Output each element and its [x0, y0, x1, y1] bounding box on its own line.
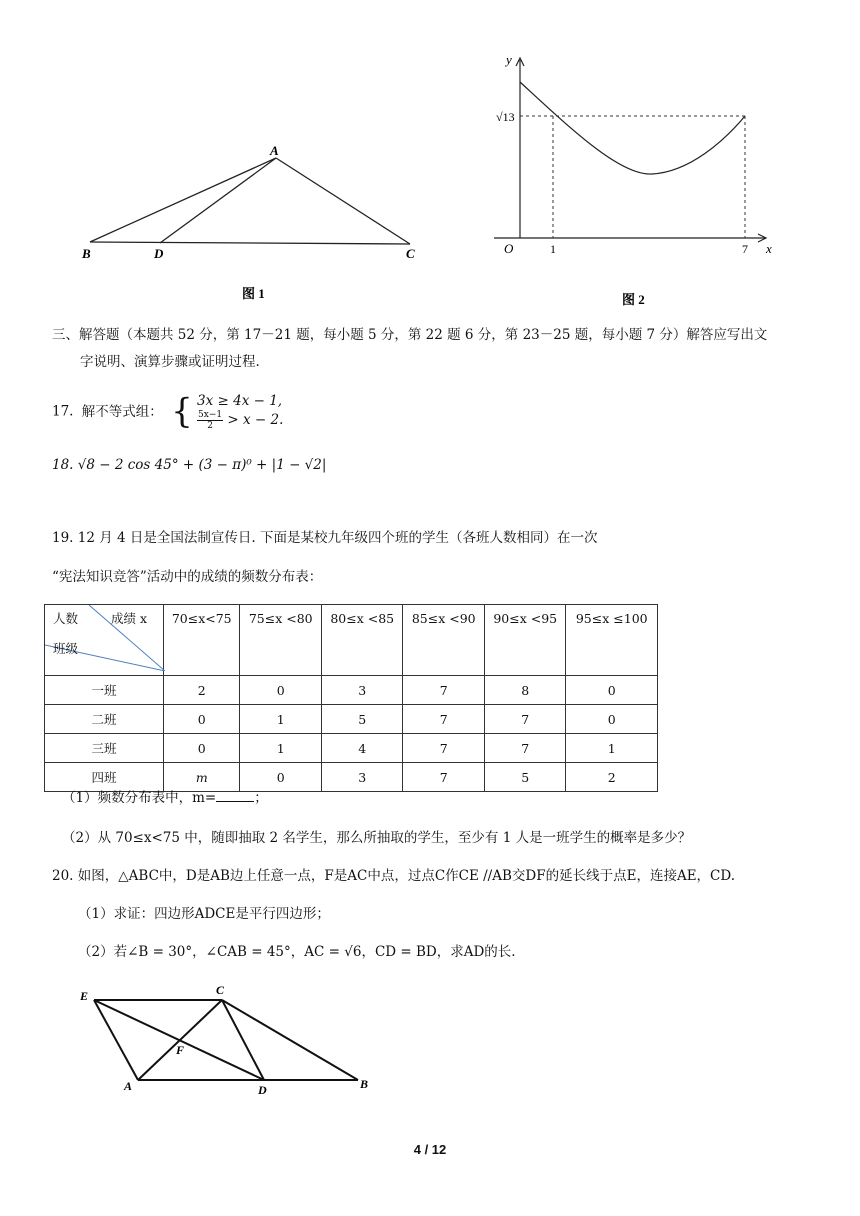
frac-den: 2	[207, 421, 213, 431]
table-row	[45, 676, 658, 705]
table-cell: 2	[164, 676, 240, 705]
table-cell: 0	[566, 676, 658, 705]
q17-title: 解不等式组：	[81, 403, 163, 420]
table-row	[45, 734, 658, 763]
figure-2	[480, 48, 790, 310]
label-B: B	[360, 1077, 369, 1091]
label-D: D	[258, 1083, 267, 1097]
table-header-row	[45, 605, 658, 676]
label-B: B	[82, 246, 91, 261]
table-cell: 7	[403, 734, 485, 763]
label-F: F	[176, 1043, 185, 1057]
table-cell: 0	[164, 734, 240, 763]
y-axis-label: y	[506, 52, 512, 67]
table-cell: m	[164, 763, 240, 792]
row-name: 一班	[45, 676, 164, 705]
table-cell: 1	[240, 734, 322, 763]
table-cell: 7	[403, 705, 485, 734]
page-number: 4 / 12	[413, 1142, 447, 1157]
q17-prefix: 17.	[52, 403, 74, 420]
question-17	[52, 392, 283, 431]
corner-score: 成绩 x	[111, 611, 148, 626]
row-name: 三班	[45, 734, 164, 763]
x-tick-1: 1	[550, 242, 556, 256]
inequality-2-rest: > x − 2.	[227, 412, 284, 428]
table-cell: 7	[403, 676, 485, 705]
column-header: 85≤x <90	[403, 605, 485, 676]
table-cell: 4	[321, 734, 403, 763]
label-C: C	[216, 983, 225, 997]
q20-sub-1: （1）求证：四边形ADCE是平行四边形；	[78, 906, 330, 922]
table-cell: 8	[484, 676, 566, 705]
frac-num: 5x−1	[198, 410, 223, 420]
corner-cell	[45, 605, 164, 676]
fraction	[197, 410, 223, 431]
figure-1-caption: 图 1	[242, 286, 265, 301]
table-cell: 0	[566, 705, 658, 734]
figure-2-caption: 图 2	[622, 292, 645, 307]
q20-sub-2: （2）若∠B = 30°，∠CAB = 45°，AC = √6，CD = BD，求AD的长.	[78, 944, 516, 960]
table-cell: 2	[566, 763, 658, 792]
inequality-1: 3x ≥ 4x − 1,	[197, 393, 283, 409]
q19-sub-1	[62, 788, 268, 808]
section-3-line-2: 字说明、演算步骤或证明过程.	[80, 354, 260, 370]
corner-people: 人数	[53, 611, 79, 626]
x-tick-7: 7	[742, 242, 748, 256]
column-header: 95≤x ≤100	[566, 605, 658, 676]
q19-line-2: “宪法知识竞答”活动中的成绩的频数分布表：	[52, 569, 323, 585]
table-cell: 0	[164, 705, 240, 734]
y-value-label: √13	[496, 110, 515, 124]
q19-sub-2: （2）从 70≤x<75 中，随即抽取 2 名学生，那么所抽取的学生，至少有 1 人是一班学生的概率是多少？	[62, 830, 692, 846]
table-cell: 7	[484, 734, 566, 763]
table-cell: 5	[321, 705, 403, 734]
label-D: D	[154, 246, 164, 261]
q19-sub-1-prefix: （1）频数分布表中，m=	[62, 790, 217, 806]
q19-sub-1-suffix: ；	[254, 790, 268, 806]
column-header: 75≤x <80	[240, 605, 322, 676]
column-header: 70≤x<75	[164, 605, 240, 676]
label-C: C	[406, 246, 415, 261]
label-A: A	[124, 1079, 133, 1093]
row-name: 二班	[45, 705, 164, 734]
column-header: 80≤x <85	[321, 605, 403, 676]
q20-line-1: 20. 如图，△ABC中，D是AB边上任意一点，F是AC中点，过点C作CE //AB交DF的延长线于点E，连接AE，CD.	[52, 868, 736, 884]
table-cell: 3	[321, 763, 403, 792]
figure-1	[70, 140, 440, 310]
label-A: A	[270, 143, 279, 158]
row-name: 四班	[45, 763, 164, 792]
label-E: E	[80, 989, 89, 1003]
inequality-system: { 3x ≥ 4x − 1, $\frac{5x-1}{2}$ > x − 2.	[171, 391, 284, 432]
origin-label: O	[504, 241, 514, 256]
table-cell: 1	[240, 705, 322, 734]
table-cell: 3	[321, 676, 403, 705]
question-18: 18. √8 − 2 cos 45° + (3 − π)⁰ + |1 − √2|	[52, 457, 327, 473]
corner-class: 班级	[53, 641, 79, 656]
figure-q20	[70, 980, 390, 1100]
x-axis-label: x	[766, 241, 772, 256]
table-cell: 0	[240, 763, 322, 792]
frequency-table	[44, 604, 658, 792]
answer-blank	[216, 789, 254, 802]
table-cell: 7	[484, 705, 566, 734]
table-cell: 0	[240, 676, 322, 705]
table-row	[45, 705, 658, 734]
table-cell: 1	[566, 734, 658, 763]
column-header: 90≤x <95	[484, 605, 566, 676]
q19-line-1: 19. 12 月 4 日是全国法制宣传日. 下面是某校九年级四个班的学生（各班人数相同）在一次	[52, 530, 598, 546]
table-cell: 5	[484, 763, 566, 792]
table-cell: 7	[403, 763, 485, 792]
section-3-line-1: 三、解答题（本题共 52 分，第 17－21 题，每小题 5 分，第 22 题 6 分，第 23－25 题，每小题 7 分）解答应写出文	[52, 327, 768, 343]
